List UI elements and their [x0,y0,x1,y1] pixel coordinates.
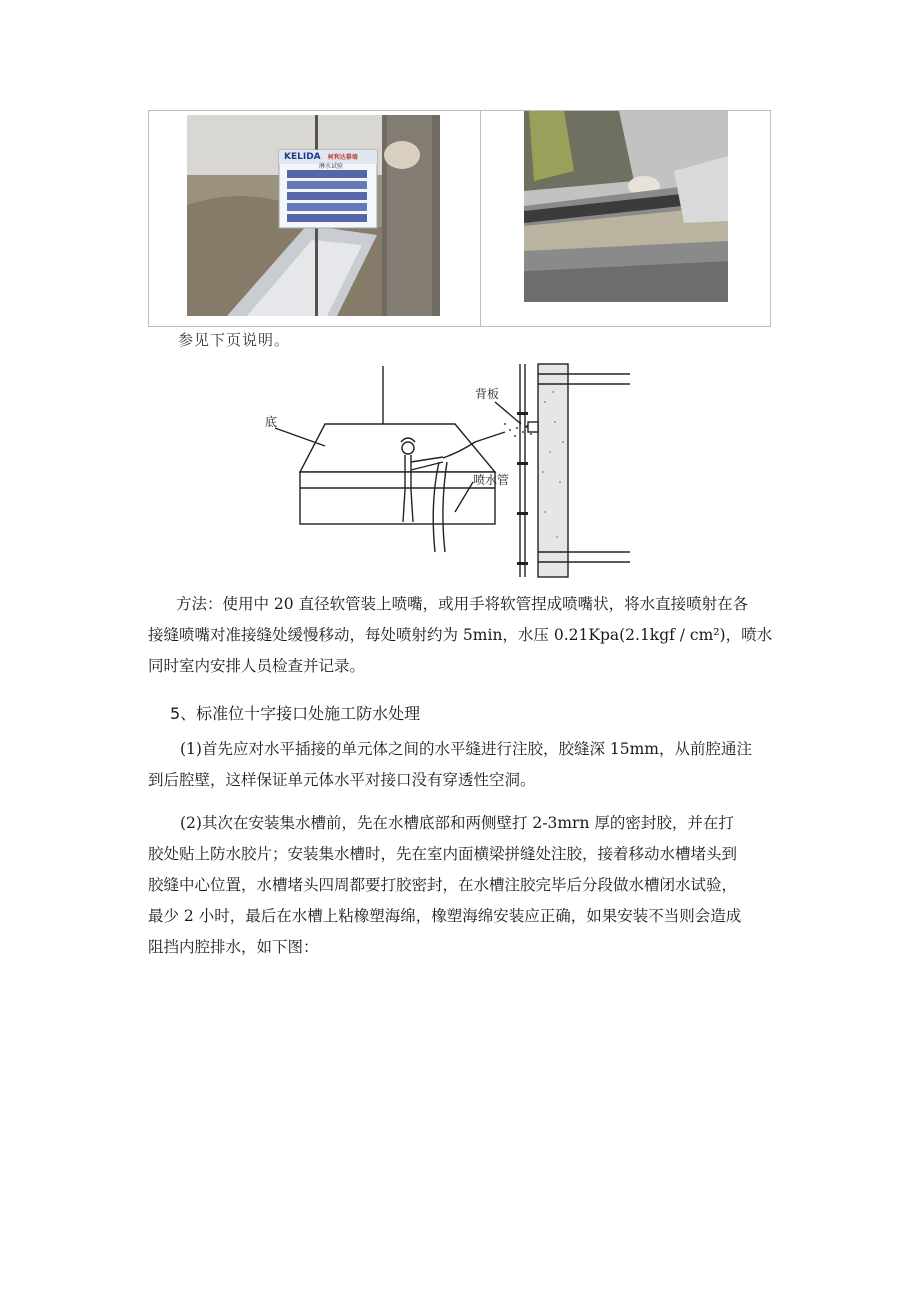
item-1-paragraph [148,734,788,796]
water-test-photo-right-image [524,111,728,302]
item-2-line-5: 阻挡内腔排水，如下图： [148,938,319,956]
method-line-3: 同时室内安排人员检查并记录。 [148,657,366,675]
item-2-line-4: 最少 2 小时，最后在水槽上粘橡塑海绵，橡塑海绵安装应正确，如果安装不当则会造成 [148,907,742,925]
photo-frame [148,110,771,327]
diagram-label-backboard: 背板 [475,387,500,401]
kelida-logo-text: KELIDA [284,152,321,162]
item-1-line-2: 到后腔壁，这样保证单元体水平对接口没有穿透性空洞。 [148,771,536,789]
method-paragraph [148,589,788,682]
diagram-label-bottom: 底 [265,415,278,429]
water-test-photo-right [524,111,728,302]
spray-test-diagram [255,362,635,582]
item-2-paragraph [148,808,788,963]
section-5-heading: 5、标准位十字接口处施工防水处理 [170,704,421,723]
method-line-2: 接缝喷嘴对准接缝处缓慢移动，每处喷射约为 5min，水压 0.21Kpa(2.1kgf / cm²)，喷水 [148,626,773,644]
item-2-line-2: 胶处贴上防水胶片；安装集水槽时，先在室内面横梁拼缝处注胶，接着移动水槽堵头到 [148,845,738,863]
photo-divider [480,111,481,326]
water-test-photo-left [187,115,440,316]
diagram-label-pipe: 喷水管 [473,473,510,487]
item-2-line-1: (2)其次在安装集水槽前，先在水槽底部和两侧壁打 2-3mrn 厚的密封胶，并在打 [180,814,734,832]
caption: 参见下页说明。 [178,331,291,349]
method-line-1: 方法：使用中 20 直径软管装上喷嘴，或用手将软管捏成喷嘴状，将水直接喷射在各 [176,595,749,613]
item-2-line-3: 胶缝中心位置，水槽堵头四周都要打胶密封，在水槽注胶完毕后分段做水槽闭水试验， [148,876,738,894]
water-test-photo-left-image [187,115,440,316]
board-title: 淋水试验 [319,163,344,170]
kelida-logo-sub: 柯利达幕墙 [327,154,358,161]
item-1-line-1: (1)首先应对水平插接的单元体之间的水平缝进行注胶，胶缝深 15mm，从前腔通注 [180,740,753,758]
